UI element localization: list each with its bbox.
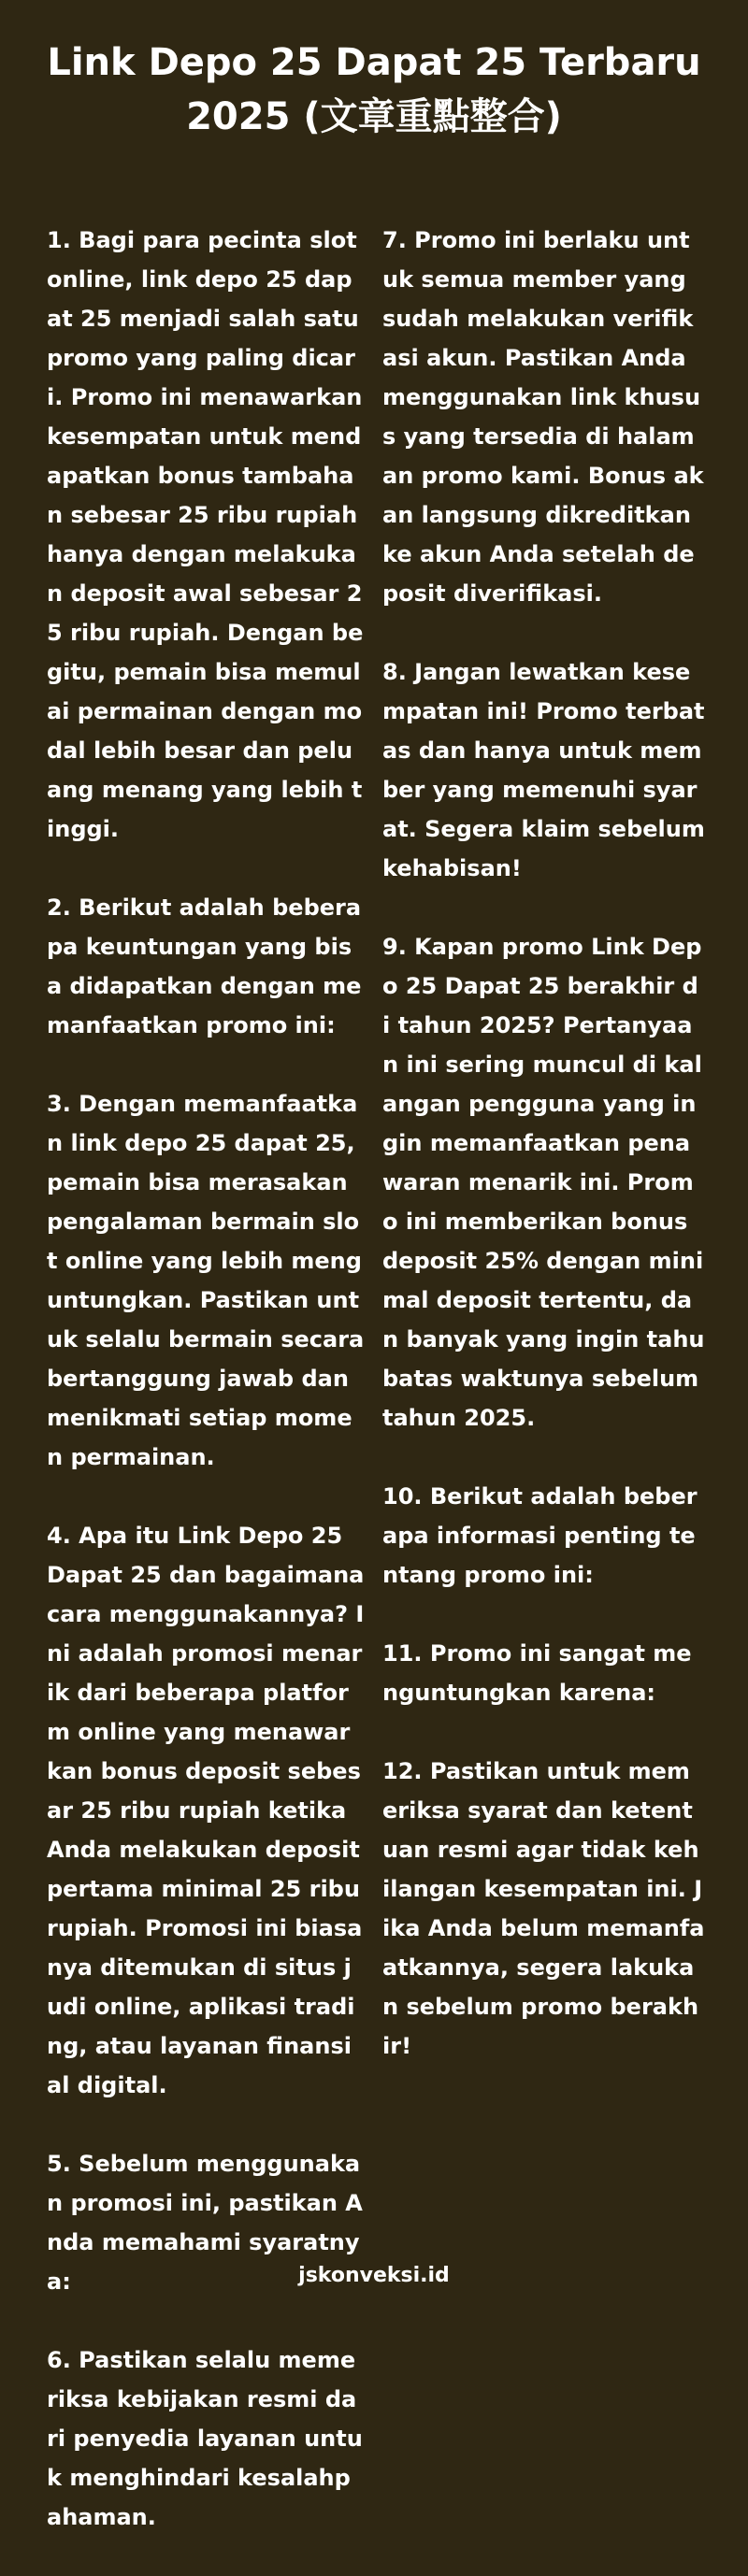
paragraph-4: 4. Apa itu Link Depo 25 Dapat 25 dan bagaimana cara menggunakannya? Ini adalah promosi menarik dari beberapa platform online yang menawarkan bonus deposit sebesar 25 ribu rupiah ketika Anda melakukan deposit pertama minimal 25 ribu rupiah. Promosi ini biasanya ditemukan di situs judi online, aplikasi trading, atau layanan finansial digital. (47, 1523, 365, 2098)
paragraph-12: 12. Pastikan untuk memeriksa syarat dan ketentuan resmi agar tidak kehilangan kesempatan ini. Jika Anda belum memanfaatkannya, segera lakukan sebelum promo berakhir! (382, 1758, 705, 2059)
left-column (47, 221, 365, 2576)
paragraph-3: 3. Dengan memanfaatkan link depo 25 dapat 25, pemain bisa merasakan pengalaman bermain slot online yang lebih menguntungkan. Pastikan untuk selalu bermain secara bertanggung jawab dan menikmati setiap momen permainan. (47, 1091, 365, 1470)
right-column (382, 221, 705, 2105)
page-title: Link Depo 25 Dapat 25 Terbaru 2025 (文章重點整合) (47, 41, 701, 138)
paragraph-6: 6. Pastikan selalu memeriksa kebijakan resmi dari penyedia layanan untuk menghindari kesalahpahaman. (47, 2347, 363, 2530)
paragraph-10: 10. Berikut adalah beberapa informasi penting tentang promo ini: (382, 1483, 698, 1588)
paragraph-7: 7. Promo ini berlaku untuk semua member yang sudah melakukan verifikasi akun. Pastikan Anda menggunakan link khusus yang tersedia di halaman promo kami. Bonus akan langsung dikreditkan ke akun Anda setelah deposit diverifikasi. (382, 227, 704, 607)
site-footer-domain: jskonveksi.id (298, 2264, 450, 2287)
paragraph-9: 9. Kapan promo Link Depo 25 Dapat 25 berakhir di tahun 2025? Pertanyaan ini sering muncul di kalangan pengguna yang ingin memanfaatkan penawaran menarik ini. Promo ini memberikan bonus deposit 25% dengan minimal deposit tertentu, dan banyak yang ingin tahu batas waktunya sebelum tahun 2025. (382, 934, 705, 1431)
paragraph-2: 2. Berikut adalah beberapa keuntungan yang bisa didapatkan dengan memanfaatkan promo ini: (47, 894, 362, 1038)
paragraph-11: 11. Promo ini sangat menguntungkan karena: (382, 1640, 692, 1706)
paragraph-1: 1. Bagi para pecinta slot online, link depo 25 dapat 25 menjadi salah satu promo yang paling dicari. Promo ini menawarkan kesempatan untuk mendapatkan bonus tambahan sebesar 25 ribu rupiah hanya dengan melakukan deposit awal sebesar 25 ribu rupiah. Dengan begitu, pemain bisa memulai permainan dengan modal lebih besar dan peluang menang yang lebih tinggi. (47, 227, 364, 842)
paragraph-8: 8. Jangan lewatkan kesempatan ini! Promo terbatas dan hanya untuk member yang memenuhi syarat. Segera klaim sebelum kehabisan! (382, 659, 705, 881)
paragraph-5: 5. Sebelum menggunakan promosi ini, pastikan Anda memahami syaratnya: (47, 2151, 363, 2295)
